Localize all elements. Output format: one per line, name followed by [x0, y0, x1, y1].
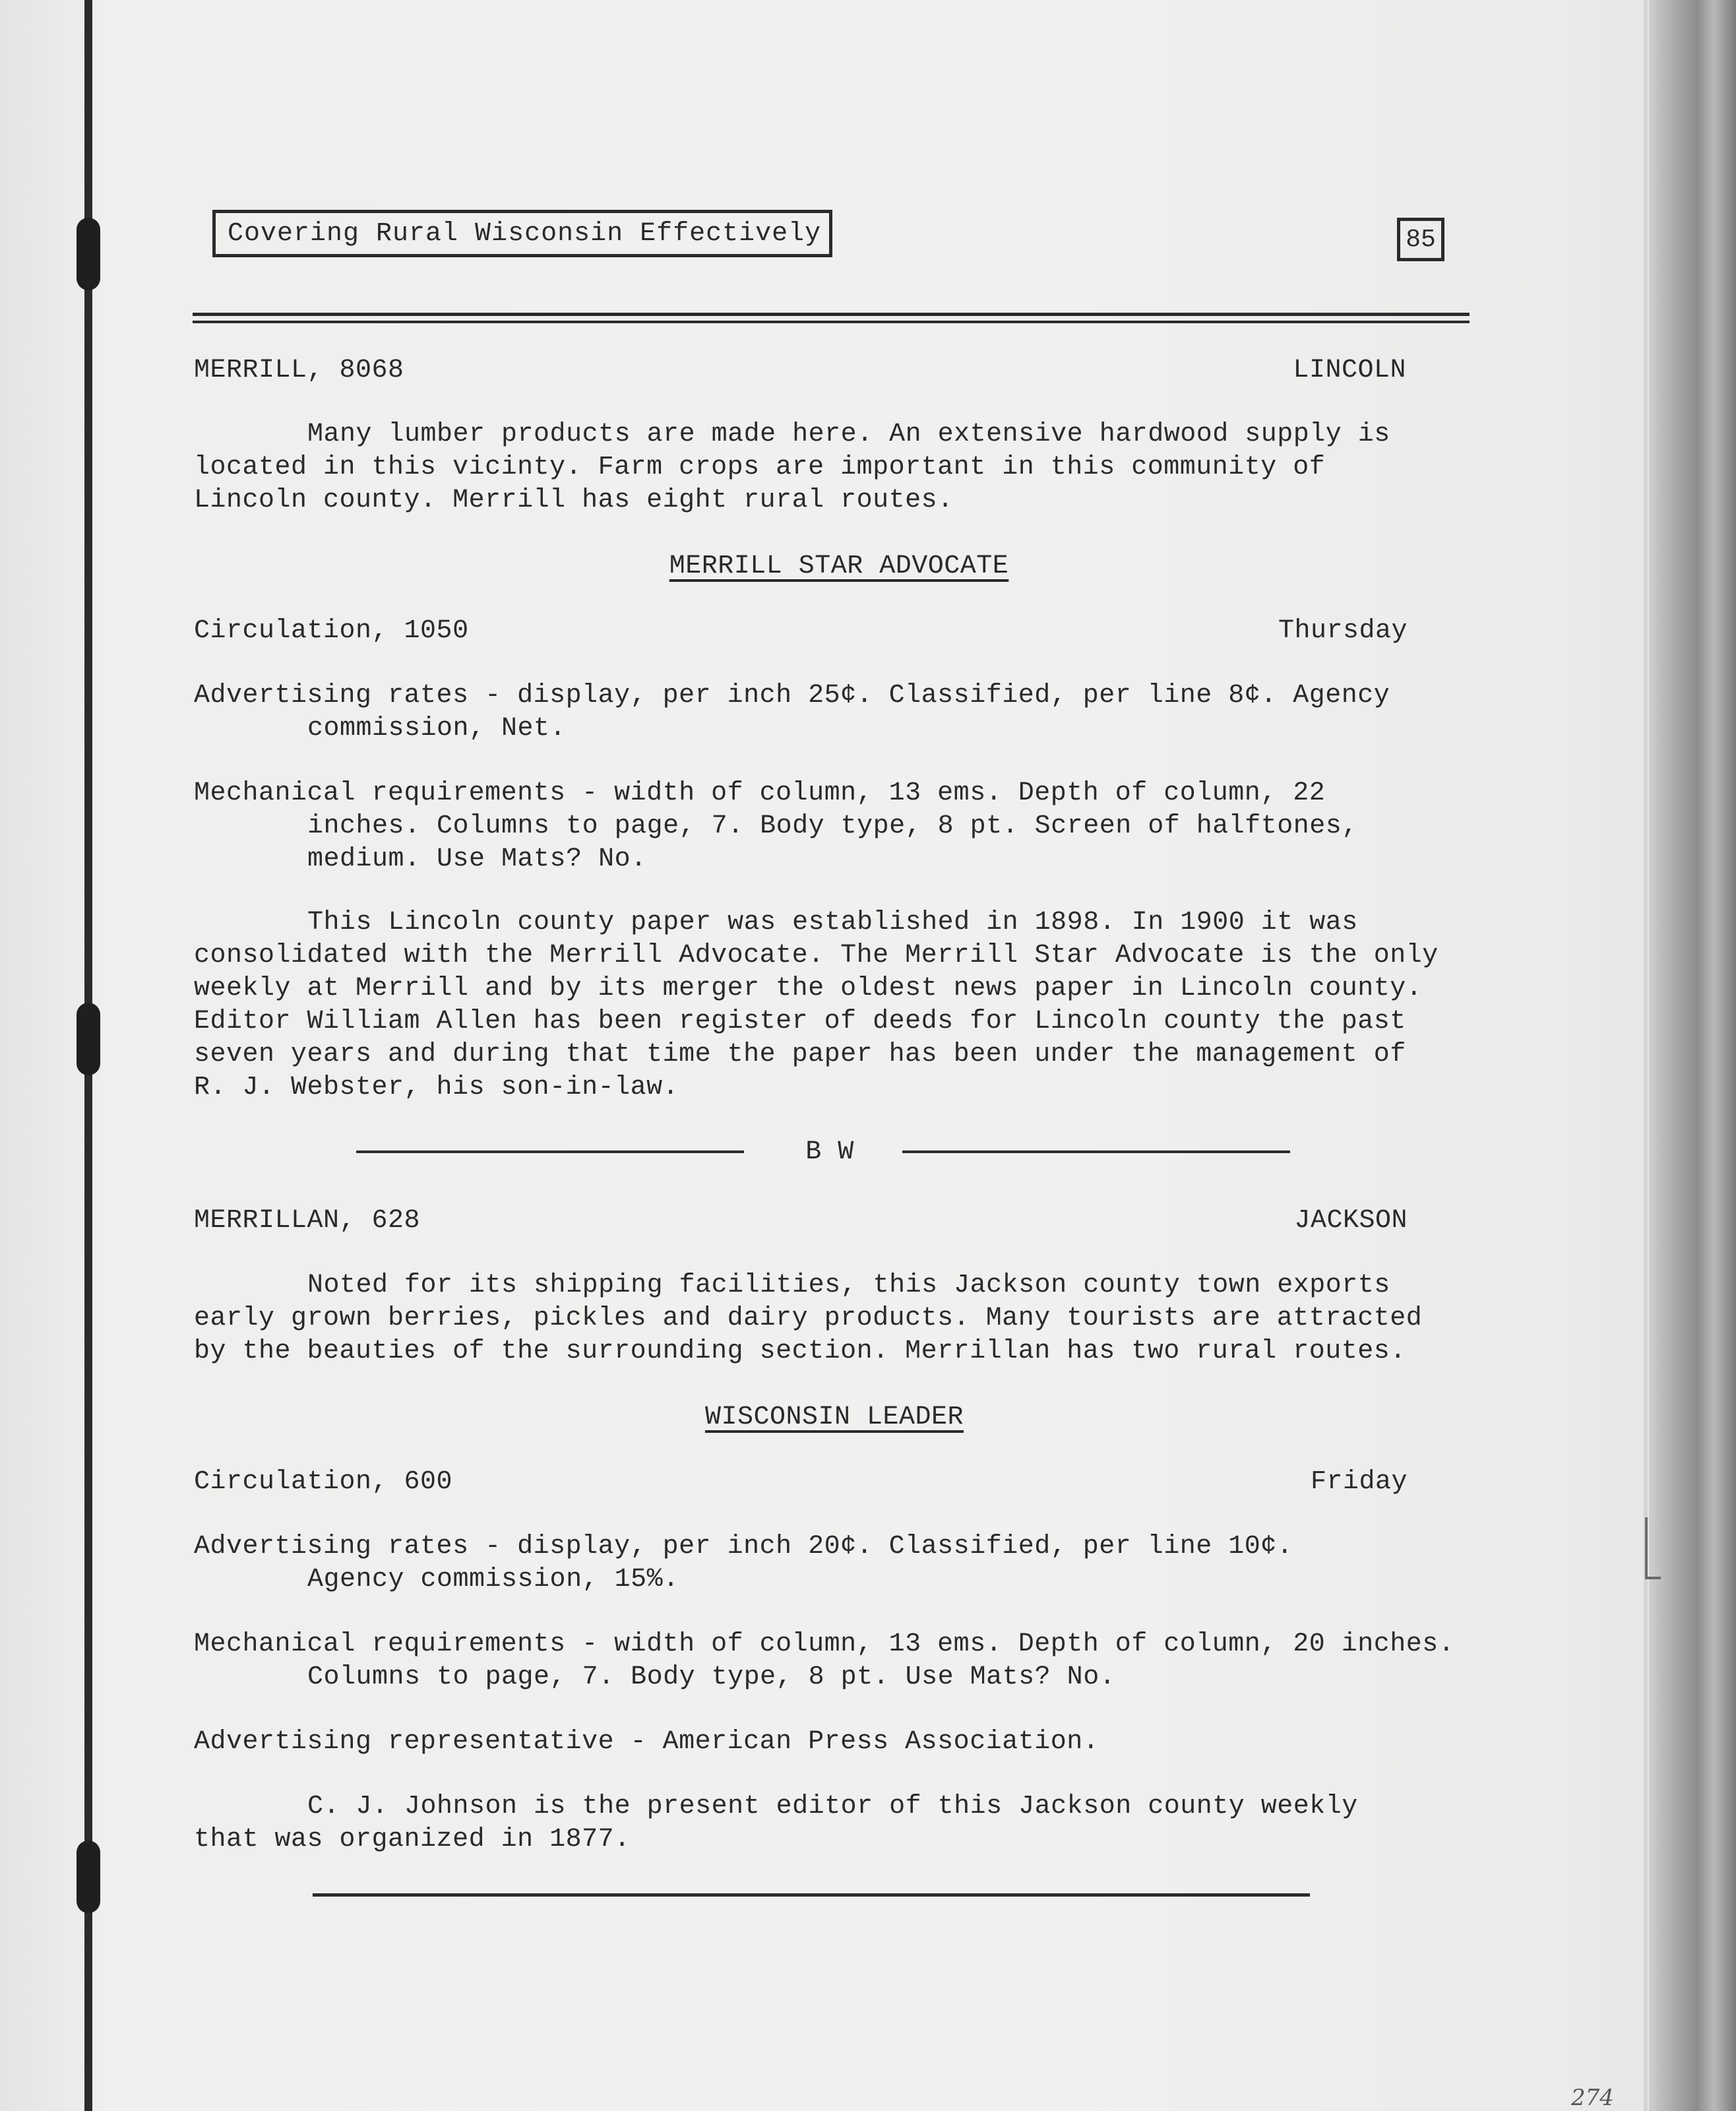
header-rule-bottom	[193, 321, 1470, 323]
advertising-rates	[194, 679, 1390, 745]
town-name: MERRILLAN, 628	[194, 1206, 421, 1236]
paper-history	[194, 906, 1439, 1104]
text-line: Mechanical requirements - width of column, 13 ems. Depth of column, 20 inches.	[194, 1629, 1455, 1659]
text-line: Mechanical requirements - width of column, 13 ems. Depth of column, 22	[194, 778, 1326, 808]
text-line: commission, Net.	[307, 714, 567, 743]
binding-edge-right	[1649, 0, 1736, 2111]
town-description	[194, 1269, 1422, 1368]
text-line: Editor William Allen has been register of deeds for Lincoln county the past	[194, 1007, 1406, 1036]
text-line: seven years and during that time the paper has been under the management of	[194, 1040, 1406, 1069]
advertising-rates	[194, 1530, 1293, 1596]
text-line: by the beauties of the surrounding section. Merrillan has two rural routes.	[194, 1337, 1406, 1366]
publication-day: Friday	[1310, 1467, 1408, 1497]
circulation: Circulation, 600	[194, 1467, 453, 1497]
divider-right	[902, 1150, 1290, 1153]
mechanical-requirements	[194, 1628, 1454, 1694]
mechanical-requirements	[194, 777, 1358, 876]
text-line: that was organized in 1877.	[194, 1825, 631, 1854]
text-line: early grown berries, pickles and dairy products. Many tourists are attracted	[194, 1304, 1423, 1333]
text-line: This Lincoln county paper was established in 1898. In 1900 it was	[307, 908, 1358, 937]
divider-left	[356, 1150, 744, 1153]
text-line: medium. Use Mats? No.	[307, 844, 647, 874]
text-line: Noted for its shipping facilities, this Jackson county town exports	[307, 1271, 1390, 1300]
text-line: inches. Columns to page, 7. Body type, 8 pt. Screen of halftones,	[307, 811, 1358, 841]
advertising-representative: Advertising representative - American Press Association.	[194, 1727, 1100, 1757]
header-title: Covering Rural Wisconsin Effectively	[228, 218, 822, 249]
circulation: Circulation, 1050	[194, 616, 469, 646]
binding-ring	[77, 218, 100, 290]
binding-ring	[77, 1003, 100, 1075]
text-line: Agency commission, 15%.	[307, 1565, 679, 1594]
binding-ring	[77, 1841, 100, 1913]
divider-label: B W	[805, 1137, 854, 1167]
newspaper-title: WISCONSIN LEADER	[704, 1402, 964, 1432]
page-edge	[1644, 0, 1648, 2111]
text-line: located in this vicinty. Farm crops are important in this community of	[194, 453, 1326, 482]
town-description	[194, 418, 1390, 517]
page-number-box	[1397, 218, 1444, 261]
text-line: Columns to page, 7. Body type, 8 pt. Use Mats? No.	[307, 1662, 1116, 1692]
text-line: weekly at Merrill and by its merger the oldest news paper in Lincoln county.	[194, 974, 1423, 1003]
text-line: Many lumber products are made here. An extensive hardwood supply is	[307, 420, 1390, 449]
header-rule-top	[193, 313, 1470, 316]
town-name: MERRILL, 8068	[194, 356, 404, 385]
margin-mark	[1645, 1517, 1661, 1579]
county-name: LINCOLN	[1293, 356, 1406, 385]
paper-history	[194, 1790, 1358, 1856]
text-line: Advertising rates - display, per inch 20¢. Classified, per line 10¢.	[194, 1532, 1293, 1561]
closing-rule	[313, 1893, 1310, 1897]
running-header	[212, 210, 832, 257]
page-number: 85	[1406, 225, 1436, 254]
newspaper-title: MERRILL STAR ADVOCATE	[669, 551, 1009, 581]
text-line: R. J. Webster, his son-in-law.	[194, 1073, 679, 1102]
handwritten-note: 274	[1571, 2085, 1614, 2111]
county-name: JACKSON	[1294, 1206, 1408, 1236]
text-line: Advertising rates - display, per inch 25¢. Classified, per line 8¢. Agency	[194, 681, 1390, 710]
publication-day: Thursday	[1278, 616, 1408, 646]
text-line: consolidated with the Merrill Advocate. The Merrill Star Advocate is the only	[194, 941, 1439, 970]
text-line: Lincoln county. Merrill has eight rural routes.	[194, 486, 954, 515]
text-line: C. J. Johnson is the present editor of this Jackson county weekly	[307, 1792, 1358, 1821]
